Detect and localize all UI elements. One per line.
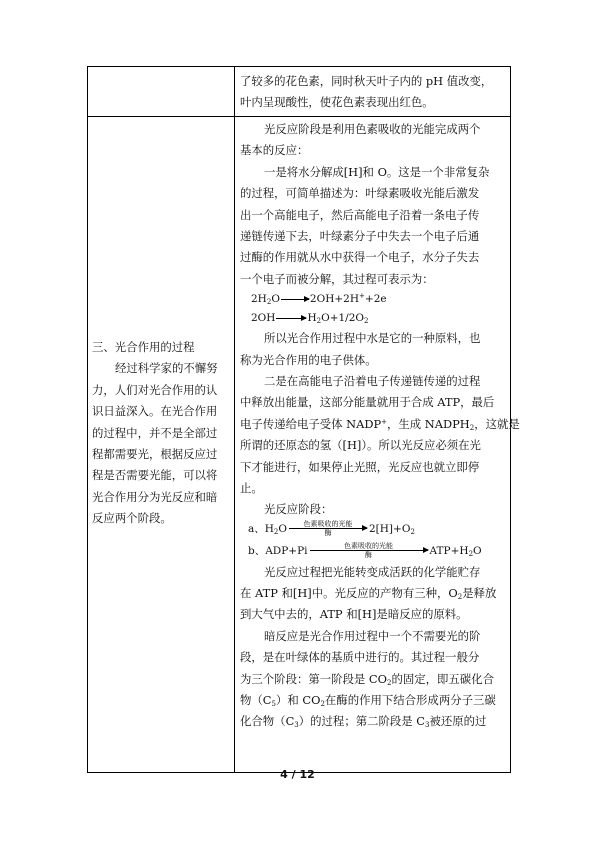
text-line: 出一个高能电子，然后高能电子沿着一条电子传 [240,207,480,222]
text-line: 所以光合作用过程中水是它的一种原料，也 [264,331,481,346]
text-line: 止。 [240,481,263,496]
labeled-arrow: 色素吸收的光能 酶 [289,520,367,537]
table-row [88,117,511,773]
text-line: 电子传递给电子受体 NADP+，生成 $NADPH_2$，这就是 [240,416,520,432]
text-line: 暗反应是光合作用过程中一个不需要光的阶 [264,628,481,643]
text-line: 经过科学家的不懈努 [115,361,218,376]
reaction-arrow-icon [276,318,306,319]
text-line: 二是在高能电子沿着电子传递链传递的过程 [264,374,481,389]
text-line: 段，是在叶绿体的基质中进行的。其过程一般分 [240,650,480,665]
reaction-b: b、ADP+Pi 色素吸收的光能 酶 $ATP+H_2O$ [248,542,482,559]
text-line: 光合作用分为光反应和暗 [92,489,218,504]
text-line: 化合物$(C_3)$的过程；第二阶段是 $C_3$被还原的过 [240,714,487,730]
reaction-a: a、$H_2O$ 色素吸收的光能 酶 $2[H]+O_2$ [248,520,415,537]
text-line: 力，人们对光合作用的认 [92,382,218,397]
top-left-cell [88,67,235,117]
text-line: 程都需要光，根据反应过 [92,447,218,462]
text-line: 的过程中，并不是全部过 [92,425,218,440]
text-line: 一是将水分解成[H]和 O。这是一个非常复杂 [264,164,490,179]
text-line: 递链传递下去，叶绿素分子中失去一个电子后通 [240,229,480,244]
text-line: 所谓的还原态的氢（[H]）。所以光反应必须在光 [240,438,481,453]
text-line: 一个电子而被分解，其过程可表示为： [240,271,434,286]
reaction-arrow-icon [289,528,367,529]
text-line: 在 ATP 和[H]中。光反应的产物有三种，$O_2$是释放 [240,585,497,601]
text-line: 识日益深入。在光合作用 [92,404,218,419]
top-right-cell [235,67,511,117]
text-line: 了较多的花色素，同时秋天叶子内的 pH 值改变， [240,74,493,88]
reaction-arrow-icon [310,550,428,551]
text-line: 为三个阶段：第一阶段是 $CO_2$的固定，即五碳化合 [240,671,494,687]
labeled-arrow: 色素吸收的光能 酶 [310,542,428,559]
reaction-arrow-icon [281,299,309,300]
text-line: 中释放出能量，这部分能量就用于合成 ATP，最后 [240,395,495,410]
page-number: 4 / 12 [280,768,315,781]
text-line: 程是否需要光能，可以将 [92,468,218,483]
equation-hydroxyl: 2OH $H_2O+1/2O_2$ [251,312,369,326]
text-line: 下才能进行，如果停止光照，光反应也就立即停 [240,459,480,474]
text-line: 物$(C_5)$和 $CO_2$在酶的作用下结合形成两分子三碳 [240,692,496,708]
content-cell [235,117,520,773]
text-line: 反应两个阶段。 [92,511,172,526]
text-line: 的过程，可简单描述为：叶绿素吸收光能后激发 [240,186,480,201]
text-line: 过酶的作用就从水中获得一个电子，水分子失去 [240,250,480,265]
text-line: 光反应阶段是利用色素吸收的光能完成两个 [264,122,481,136]
table-row [88,67,511,117]
text-line: 叶内呈现酸性，使花色素表现出红色。 [240,95,434,110]
section-cell [88,117,235,773]
equation-water-split: $2H_2O$ 2OH+2H++2e [251,292,387,307]
text-line: 光反应过程把光能转变成活跃的化学能贮存 [264,564,481,579]
text-line: 基本的反应： [240,143,309,158]
text-line: 称为光合作用的电子供体。 [240,352,377,367]
section-heading: 三、光合作用的过程 [92,340,195,354]
content-table [87,66,520,773]
subheading: 光反应阶段： [264,501,333,516]
text-line: 到大气中去的，ATP 和[H]是暗反应的原料。 [240,607,468,622]
